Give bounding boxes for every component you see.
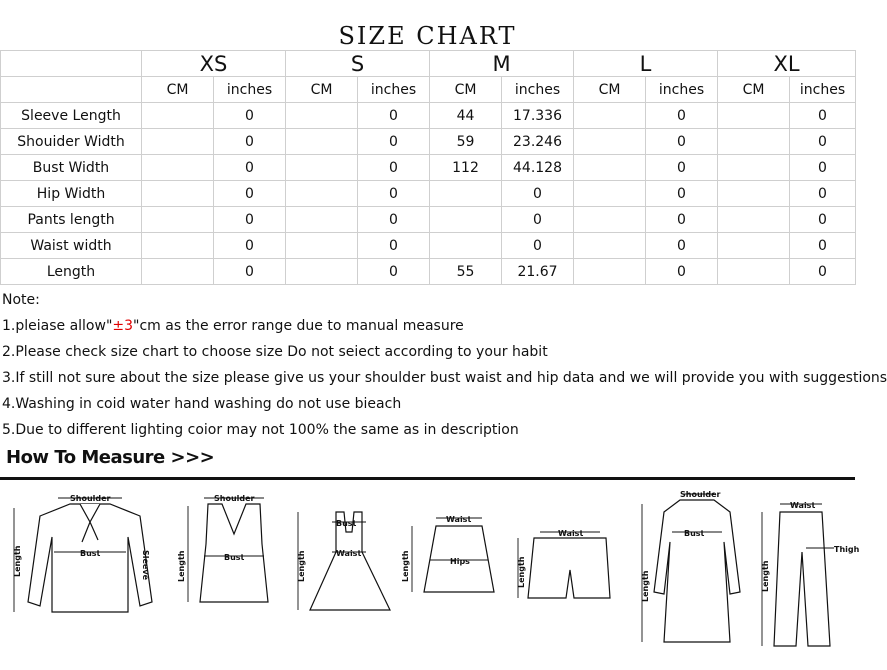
unit-inches: inches (358, 77, 430, 103)
value-cell: 0 (502, 233, 574, 259)
value-cell: 55 (430, 259, 502, 285)
label-waist: Waist (790, 501, 816, 510)
value-cell: 23.246 (502, 129, 574, 155)
value-cell (430, 181, 502, 207)
value-cell (574, 155, 646, 181)
value-cell: 17.336 (502, 103, 574, 129)
value-cell (718, 181, 790, 207)
value-cell: 0 (790, 129, 856, 155)
label-length: Length (297, 550, 306, 582)
label-shoulder: Shoulder (214, 494, 255, 503)
unit-inches: inches (790, 77, 856, 103)
value-cell (718, 259, 790, 285)
value-cell: 0 (214, 207, 286, 233)
value-cell: 0 (790, 155, 856, 181)
value-cell: 0 (358, 129, 430, 155)
row-label: Length (1, 259, 142, 285)
shorts-diagram (517, 529, 610, 598)
label-length: Length (13, 545, 22, 577)
dress-diagram (297, 512, 390, 610)
note-1-text-a: 1.pleiase allow" (2, 318, 113, 334)
value-cell: 0 (358, 155, 430, 181)
size-chart-table (0, 50, 856, 285)
value-cell: 0 (646, 129, 718, 155)
measurement-row (1, 233, 856, 259)
value-cell: 0 (358, 207, 430, 233)
measurement-row (1, 259, 856, 285)
value-cell: 0 (790, 207, 856, 233)
row-label: Hip Width (1, 181, 142, 207)
value-cell (286, 207, 358, 233)
value-cell: 44.128 (502, 155, 574, 181)
vest-diagram (177, 494, 268, 602)
value-cell (574, 181, 646, 207)
value-cell (430, 207, 502, 233)
label-length: Length (401, 550, 410, 582)
value-cell: 0 (646, 233, 718, 259)
value-cell: 112 (430, 155, 502, 181)
label-thigh: Thigh (834, 545, 860, 554)
how-to-measure-heading: How To Measure >>> (6, 447, 215, 468)
value-cell: 0 (790, 259, 856, 285)
size-xs: XS (142, 51, 286, 77)
label-bust: Bust (224, 553, 245, 562)
row-label: Pants length (1, 207, 142, 233)
value-cell: 21.67 (502, 259, 574, 285)
value-cell (574, 259, 646, 285)
value-cell: 0 (646, 181, 718, 207)
value-cell (142, 155, 214, 181)
label-shoulder: Shoulder (680, 490, 721, 499)
label-bust: Bust (336, 519, 357, 528)
unit-cm: CM (430, 77, 502, 103)
value-cell: 0 (214, 259, 286, 285)
label-waist: Waist (558, 529, 584, 538)
label-sleeve: Sleeve (141, 550, 150, 580)
unit-inches: inches (646, 77, 718, 103)
value-cell (574, 129, 646, 155)
value-cell (574, 207, 646, 233)
label-length: Length (641, 570, 650, 602)
unit-cm: CM (286, 77, 358, 103)
unit-cm: CM (142, 77, 214, 103)
unit-cm: CM (718, 77, 790, 103)
unit-inches: inches (502, 77, 574, 103)
measurement-row (1, 181, 856, 207)
size-s: S (286, 51, 430, 77)
blouse-diagram (13, 494, 152, 612)
label-waist: Waist (336, 549, 362, 558)
value-cell: 0 (214, 155, 286, 181)
value-cell: 0 (214, 181, 286, 207)
note-line-2: 2.Please check size chart to choose size Do not seiect according to your habit (2, 344, 548, 360)
value-cell: 0 (646, 103, 718, 129)
value-cell: 0 (502, 207, 574, 233)
value-cell (286, 259, 358, 285)
measurement-row (1, 129, 856, 155)
value-cell (718, 103, 790, 129)
measurement-row (1, 207, 856, 233)
value-cell: 0 (646, 207, 718, 233)
coat-diagram (641, 490, 740, 642)
value-cell (430, 233, 502, 259)
value-cell (286, 155, 358, 181)
value-cell: 0 (646, 155, 718, 181)
note-line-4: 4.Washing in coid water hand washing do not use bieach (2, 396, 402, 412)
row-label: Waist width (1, 233, 142, 259)
value-cell (142, 103, 214, 129)
value-cell: 0 (790, 233, 856, 259)
value-cell: 0 (214, 103, 286, 129)
value-cell (286, 233, 358, 259)
row-label: Bust Width (1, 155, 142, 181)
label-shoulder: Shoulder (70, 494, 111, 503)
value-cell: 0 (214, 129, 286, 155)
trousers-diagram (761, 501, 860, 646)
corner-cell (1, 77, 142, 103)
value-cell (286, 181, 358, 207)
value-cell (574, 103, 646, 129)
value-cell (286, 129, 358, 155)
row-label: Sleeve Length (1, 103, 142, 129)
value-cell: 0 (358, 103, 430, 129)
note-line-3: 3.If still not sure about the size please give us your shoulder bust waist and hip data and we will provide you with suggestions (2, 370, 887, 386)
notes-heading: Note: (2, 292, 40, 308)
value-cell (142, 207, 214, 233)
unit-header-row (1, 77, 856, 103)
value-cell (142, 233, 214, 259)
value-cell (718, 233, 790, 259)
value-cell (142, 259, 214, 285)
note-1-tolerance: ±3 (112, 318, 134, 334)
value-cell: 0 (214, 233, 286, 259)
notes-section (0, 287, 887, 443)
corner-cell (1, 51, 142, 77)
skirt-diagram (401, 515, 494, 592)
note-line-1 (0, 313, 855, 339)
value-cell: 0 (358, 233, 430, 259)
label-bust: Bust (80, 549, 101, 558)
measurement-row (1, 103, 856, 129)
value-cell (142, 129, 214, 155)
unit-cm: CM (574, 77, 646, 103)
note-1-text-b: "cm as the error range due to manual measure (133, 318, 464, 334)
value-cell (286, 103, 358, 129)
label-hips: Hips (450, 557, 470, 566)
size-l: L (574, 51, 718, 77)
value-cell: 0 (358, 181, 430, 207)
value-cell: 59 (430, 129, 502, 155)
value-cell (142, 181, 214, 207)
size-xl: XL (718, 51, 856, 77)
label-waist: Waist (446, 515, 472, 524)
value-cell (718, 207, 790, 233)
note-line-5: 5.Due to different lighting coior may not 100% the same as in description (2, 422, 519, 438)
label-length: Length (761, 560, 770, 592)
label-length: Length (517, 556, 526, 588)
section-divider (0, 477, 855, 480)
size-header-row (1, 51, 856, 77)
value-cell: 0 (646, 259, 718, 285)
value-cell: 0 (790, 181, 856, 207)
value-cell (718, 155, 790, 181)
measurement-diagrams (0, 482, 860, 670)
label-length: Length (177, 550, 186, 582)
value-cell (718, 129, 790, 155)
row-label: Shouider Width (1, 129, 142, 155)
value-cell: 0 (358, 259, 430, 285)
value-cell: 0 (790, 103, 856, 129)
value-cell: 44 (430, 103, 502, 129)
size-m: M (430, 51, 574, 77)
measurement-row (1, 155, 856, 181)
value-cell: 0 (502, 181, 574, 207)
unit-inches: inches (214, 77, 286, 103)
label-bust: Bust (684, 529, 705, 538)
size-chart-title: SIZE CHART (338, 22, 517, 50)
value-cell (574, 233, 646, 259)
